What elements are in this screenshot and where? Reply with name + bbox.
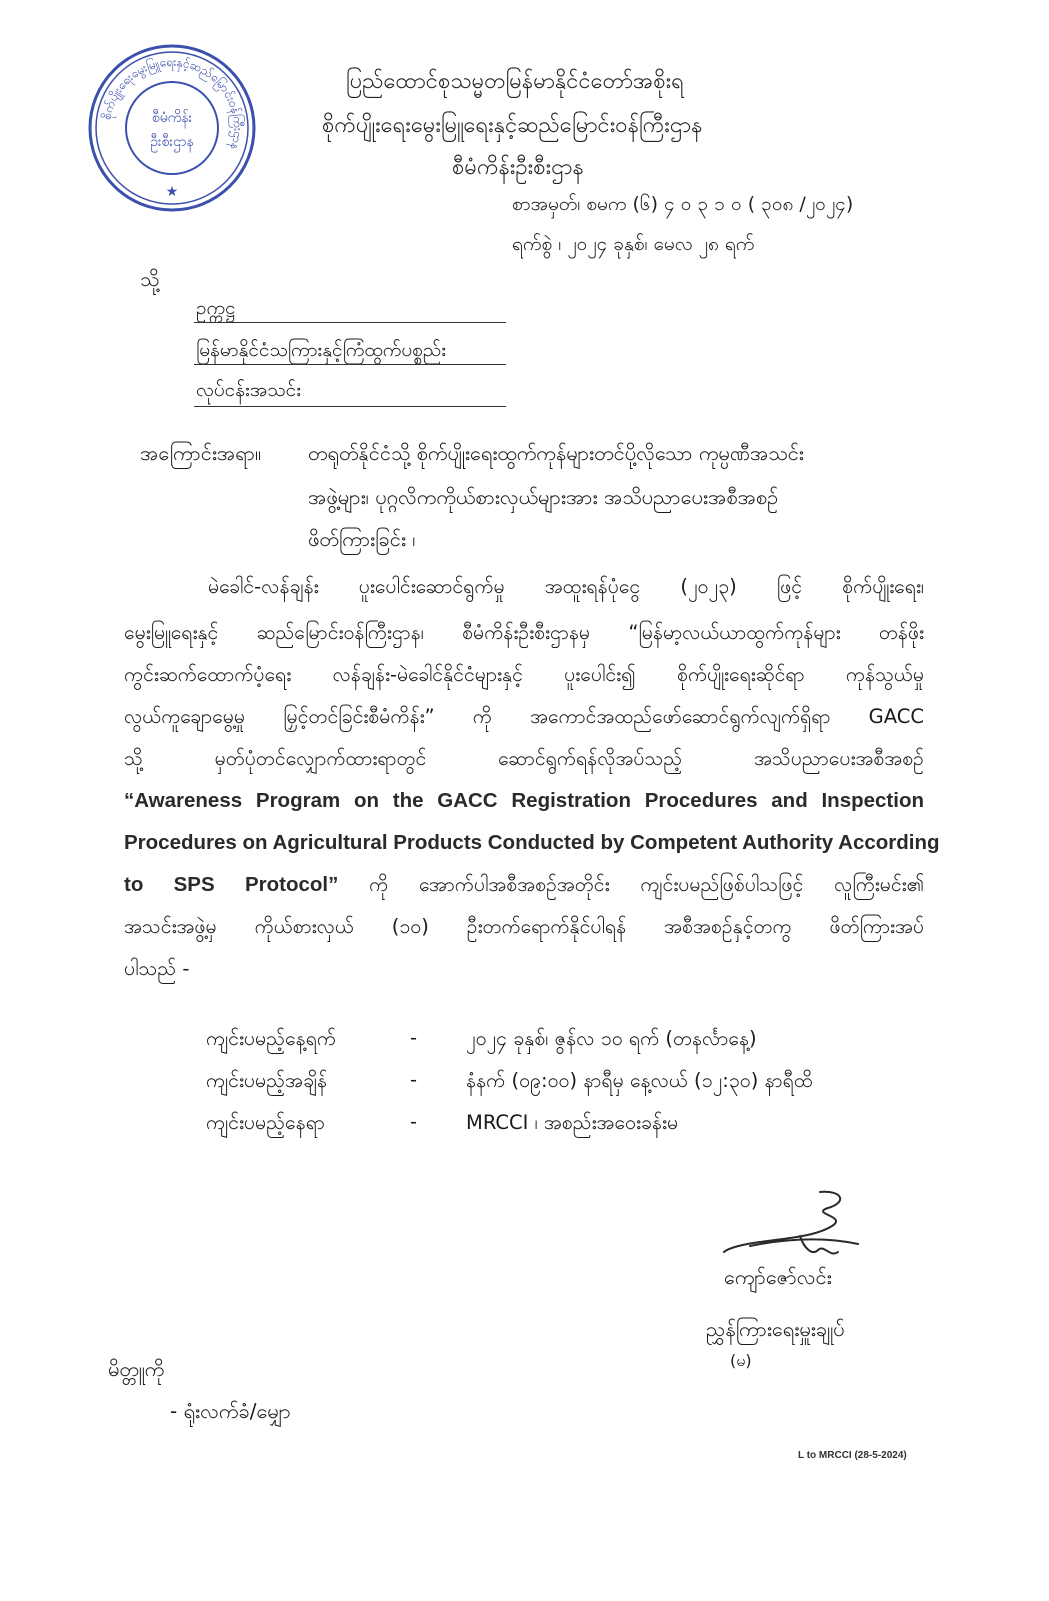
recipient-underline <box>194 322 506 323</box>
department-seal <box>86 42 258 214</box>
body-line: သို့ မှတ်ပုံတင်လျှောက်ထားရာတွင် ဆောင်ရွက်ရန်လိုအပ်သည့် အသိပညာပေးအစီအစဉ် <box>124 747 924 770</box>
subject-line: အဖွဲ့များ၊ ပုဂ္ဂလိကကိုယ်စားလှယ်များအား အသိပညာပေးအစီအစဉ် <box>308 485 779 509</box>
body-line: အသင်းအဖွဲ့မှ ကိုယ်စားလှယ် (၁၀) ဦးတက်ရောက်နိုင်ပါရန် အစီအစဉ်နှင့်တကွ ဖိတ်ကြားအပ် <box>124 915 924 938</box>
schedule-date-label: ကျင်းပမည့်နေ့ရက် <box>206 1027 337 1050</box>
program-title-end: to SPS Protocol” <box>124 873 339 896</box>
schedule-venue-value: MRCCI ၊ အစည်းအဝေးခန်းမ <box>466 1111 679 1134</box>
schedule-dash: - <box>410 1068 418 1091</box>
program-title-line: “Awareness Program on the GACC Registration Procedures and Inspection <box>124 789 924 812</box>
footer-reference: L to MRCCI (28-5-2024) <box>798 1450 907 1461</box>
schedule-date-value: ၂၀၂၄ ခုနှစ်၊ ဇွန်လ ၁၀ ရက် (တနင်္လာနေ့) <box>466 1027 757 1050</box>
schedule-venue-label: ကျင်းပမည့်နေရာ <box>206 1111 325 1134</box>
body-line: မဲခေါင်-လန်ချန်း ပူးပေါင်းဆောင်ရွက်မှု အထူးရန်ပုံငွေ (၂၀၂၃) ဖြင့် စိုက်ပျိုးရေး၊ <box>208 575 924 598</box>
program-title-line: Procedures on Agricultural Products Conducted by Competent Authority According <box>124 831 940 854</box>
signatory-title: ညွှန်ကြားရေးမှူးချုပ် <box>706 1317 845 1341</box>
body-paragraph <box>124 612 940 990</box>
subject-label: အကြောင်းအရာ။ <box>140 441 262 465</box>
copy-to-item: - ရုံးလက်ခံ/မျှော <box>170 1399 291 1423</box>
header-ministry: စိုက်ပျိုးရေးမွေးမြူရေးနှင့်ဆည်မြောင်းဝန်ကြီးဌာန <box>322 113 703 138</box>
seal-center-line1: စီမံကိန်း <box>151 110 193 126</box>
recipient-organization: မြန်မာနိုင်ငံသကြားနှင့်ကြံထွက်ပစ္စည်း <box>196 339 447 361</box>
header-department: စီမံကိန်းဦးစီးဌာန <box>452 155 584 180</box>
signatory-name: ကျော်ဇော်လင်း <box>724 1265 832 1289</box>
schedule-time-value: နံနက် (၀၉:၀၀) နာရီမှ နေ့လယ် (၁၂:၃၀) နာရီထိ <box>466 1069 813 1092</box>
body-line: ပါသည် - <box>124 957 190 980</box>
signatory-for: (မ) <box>730 1351 752 1370</box>
header-government: ပြည်ထောင်စုသမ္မတမြန်မာနိုင်ငံတော်အစိုးရ <box>346 69 684 94</box>
letter-number: စာအမှတ်၊ စမက (၆) ၄ ၀ ၃ ၁ ၀ ( ၃၀၈ /၂၀၂၄) <box>512 193 854 215</box>
seal-center-line2: ဦးစီးဌာန <box>150 134 194 150</box>
body-line-tail: ကို အောက်ပါအစီအစဉ်အတိုင်း ကျင်းပမည်ဖြစ်ပါသဖြင့် လူကြီးမင်း၏ <box>369 873 924 896</box>
schedule-time-label: ကျင်းပမည့်အချိန် <box>206 1069 328 1092</box>
schedule-dash: - <box>410 1026 418 1049</box>
body-line: ကွင်းဆက်ထောက်ပံ့ရေး လန်ချန်း-မဲခေါင်နိုင်ငံများနှင့် ပူးပေါင်း၍ စိုက်ပျိုးရေးဆိုင်ရာ ကုန်သွယ်မှု <box>124 663 924 686</box>
seal-star-icon: ★ <box>165 184 179 200</box>
schedule-dash: - <box>410 1110 418 1133</box>
body-line: လွယ်ကူချောမွေ့မှု မြှင့်တင်ခြင်းစီမံကိန်း” ကို အကောင်အထည်ဖော်ဆောင်ရွက်လျက်ရှိရာ GACC <box>124 705 924 728</box>
subject-line: တရုတ်နိုင်ငံသို့ စိုက်ပျိုးရေးထွက်ကုန်များတင်ပို့လိုသော ကုမ္ပဏီအသင်း <box>308 441 804 465</box>
to-word: သို့ <box>140 267 160 291</box>
recipient-underline <box>194 406 506 407</box>
recipient-underline <box>194 364 506 365</box>
letter-date: ရက်စွဲ ၊ ၂၀၂၄ ခုနှစ်၊ မေလ ၂၈ ရက် <box>512 233 755 255</box>
recipient-title: ဥက္ကဋ္ဌ <box>196 297 236 319</box>
seal-ring-text: စိုက်ပျိုးရေးမွေးမြူရေးနှင့်ဆည်မြောင်းဝန်ကြီးဌာန <box>99 54 246 152</box>
body-line-mixed <box>124 864 924 906</box>
copy-to-label: မိတ္တူကို <box>108 1357 165 1381</box>
recipient-organization-cont: လုပ်ငန်းအသင်း <box>196 379 302 401</box>
subject-line: ဖိတ်ကြားခြင်း ၊ <box>308 527 416 551</box>
body-line: မွေးမြူရေးနှင့် ဆည်မြောင်းဝန်ကြီးဌာန၊ စီမံကိန်းဦးစီးဌာနမှ “မြန်မာ့လယ်ယာထွက်ကုန်များ တန်ဖိုး <box>124 621 924 644</box>
